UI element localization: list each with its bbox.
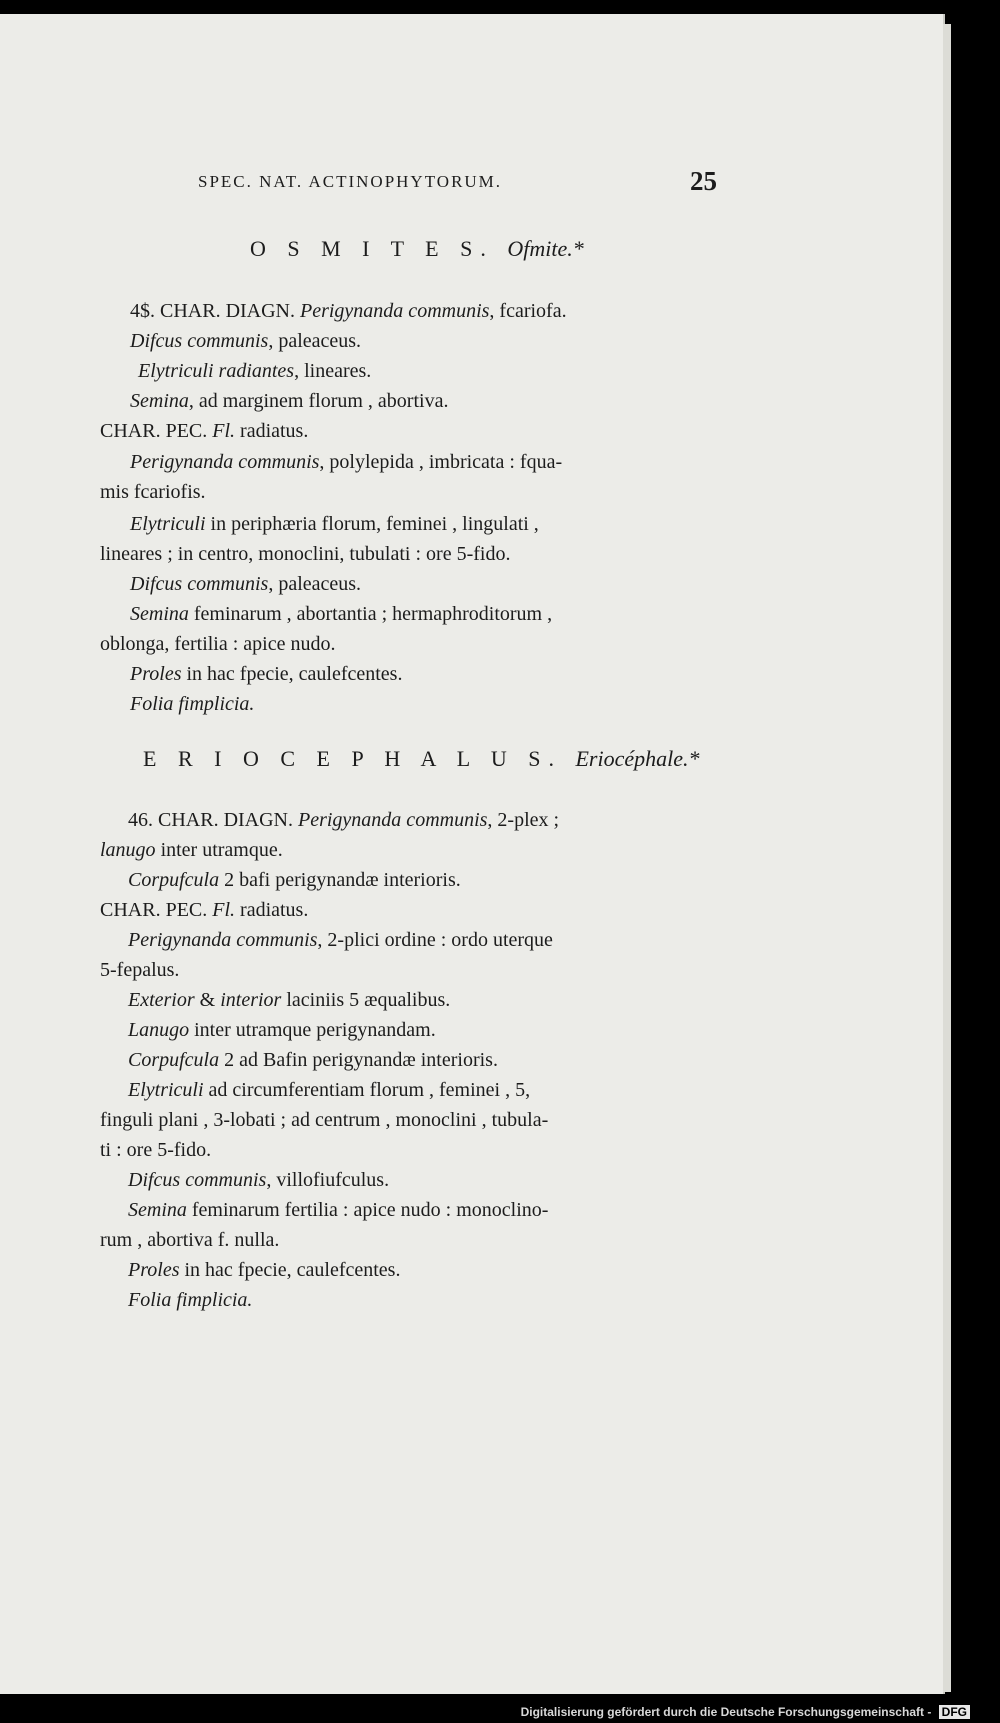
genus-name: O S M I T E S.: [250, 236, 494, 261]
botanical-term: Elytriculi: [130, 513, 206, 535]
page-edge: [943, 24, 951, 1692]
line-text: laciniis 5 æqualibus.: [281, 989, 451, 1011]
botanical-term: Perigynanda communis: [300, 300, 490, 322]
line-text: radiatus.: [235, 420, 309, 442]
text-line: [100, 839, 283, 862]
botanical-term: Perigynanda communis: [130, 451, 320, 473]
page-number: 25: [690, 166, 717, 196]
dfg-logo: DFG: [939, 1705, 970, 1719]
line-text: inter utramque.: [155, 839, 283, 861]
botanical-term: Fl.: [212, 420, 236, 442]
text-line: [100, 633, 335, 656]
botanical-term: Perigynanda communis: [298, 809, 488, 831]
line-text: radiatus.: [235, 899, 309, 921]
botanical-term: Semina: [130, 603, 189, 625]
line-text: in hac fpecie, caulefcentes.: [179, 1259, 401, 1281]
line-text: , 2-plex ;: [487, 809, 560, 831]
botanical-term: Corpufcula: [128, 1049, 220, 1071]
book-page: [0, 14, 945, 1694]
botanical-term: Perigynanda communis: [128, 929, 318, 951]
botanical-term: Folia fimplicia.: [130, 693, 255, 715]
text-line: [128, 1199, 548, 1222]
footer-text: Digitalisierung gefördert durch die Deutsche Forschungsgemeinschaft -: [520, 1705, 932, 1719]
text-line: [138, 360, 371, 383]
line-text: feminarum fertilia : apice nudo : monoclino-: [186, 1199, 549, 1221]
text-line: [100, 1229, 279, 1252]
botanical-term: interior: [220, 989, 282, 1011]
text-line: [128, 1289, 252, 1312]
line-text: , 2-plici ordine : ordo uterque: [317, 929, 553, 951]
botanical-term: Elytriculi: [128, 1079, 204, 1101]
line-text: finguli plani , 3-lobati ; ad centrum , monoclini , tubula-: [100, 1109, 549, 1131]
text-line: [128, 989, 450, 1012]
line-text: inter utramque perigynandam.: [189, 1019, 436, 1041]
line-text: , fcariofa.: [489, 300, 567, 322]
botanical-term: Difcus communis: [128, 1169, 267, 1191]
text-line: [100, 1139, 211, 1162]
line-text: , villofiufculus.: [266, 1169, 390, 1191]
text-line: [130, 513, 539, 536]
digitization-footer: [521, 1705, 970, 1719]
line-text: , paleaceus.: [268, 330, 362, 352]
line-text: , lineares.: [294, 360, 372, 382]
text-line: [100, 1109, 548, 1132]
genus-french-name: Ofmite.*: [507, 236, 584, 261]
genus-heading-osmites: [250, 236, 584, 262]
botanical-term: Semina: [128, 1199, 187, 1221]
text-line: [100, 543, 510, 566]
text-line: [130, 390, 448, 413]
line-text: in periphæria florum, feminei , lingulati ,: [205, 513, 539, 535]
line-text: , polylepida , imbricata : fqua-: [319, 451, 563, 473]
line-text: oblonga, fertilia : apice nudo.: [100, 633, 336, 655]
line-text: CHAR. PEC.: [100, 420, 213, 442]
text-line: [128, 1019, 436, 1042]
line-text: 2 ad Bafin perigynandæ interioris.: [219, 1049, 498, 1071]
text-line: [128, 1259, 400, 1282]
line-text: 2 bafi perigynandæ interioris.: [219, 869, 461, 891]
text-line: [130, 330, 361, 353]
text-line: [128, 869, 461, 892]
line-text: 46. CHAR. DIAGN.: [128, 809, 298, 831]
text-line: [128, 809, 559, 832]
line-text: lineares ; in centro, monoclini, tubulati : ore 5-fido.: [100, 543, 511, 565]
botanical-term: Semina: [130, 390, 189, 412]
text-line: [130, 300, 567, 323]
botanical-term: Fl.: [212, 899, 236, 921]
text-line: [128, 1079, 530, 1102]
line-text: in hac fpecie, caulefcentes.: [181, 663, 403, 685]
line-text: , paleaceus.: [268, 573, 362, 595]
text-line: [100, 899, 308, 922]
genus-heading-eriocephalus: [143, 746, 699, 772]
botanical-term: Proles: [130, 663, 182, 685]
line-text: , ad marginem florum , abortiva.: [188, 390, 449, 412]
text-line: [130, 451, 562, 474]
text-line: [100, 959, 179, 982]
botanical-term: Proles: [128, 1259, 180, 1281]
text-line: [100, 420, 308, 443]
botanical-term: Folia fimplicia.: [128, 1289, 253, 1311]
text-line: [130, 603, 552, 626]
running-head: SPEC. NAT. ACTINOPHYTORUM.: [198, 172, 503, 191]
line-text: ad circumferentiam florum , feminei , 5,: [203, 1079, 531, 1101]
line-text: &: [194, 989, 221, 1011]
botanical-term: Corpufcula: [128, 869, 220, 891]
botanical-term: Lanugo: [128, 1019, 190, 1041]
text-line: [100, 481, 206, 504]
botanical-term: lanugo: [100, 839, 156, 861]
line-text: mis fcariofis.: [100, 481, 206, 503]
text-line: [130, 663, 402, 686]
text-line: [128, 1169, 389, 1192]
text-line: [130, 693, 254, 716]
line-text: 4$. CHAR. DIAGN.: [130, 300, 300, 322]
line-text: CHAR. PEC.: [100, 899, 213, 921]
botanical-term: Exterior: [128, 989, 195, 1011]
text-line: [128, 929, 553, 952]
botanical-term: Difcus communis: [130, 330, 269, 352]
botanical-term: Difcus communis: [130, 573, 269, 595]
genus-french-name: Eriocéphale.*: [575, 746, 700, 771]
line-text: 5-fepalus.: [100, 959, 180, 981]
line-text: rum , abortiva f. nulla.: [100, 1229, 280, 1251]
line-text: feminarum , abortantia ; hermaphroditorum ,: [188, 603, 553, 625]
text-line: [130, 573, 361, 596]
botanical-term: Elytriculi radiantes: [138, 360, 295, 382]
text-line: [128, 1049, 498, 1072]
line-text: ti : ore 5-fido.: [100, 1139, 212, 1161]
genus-name: E R I O C E P H A L U S.: [143, 746, 562, 771]
